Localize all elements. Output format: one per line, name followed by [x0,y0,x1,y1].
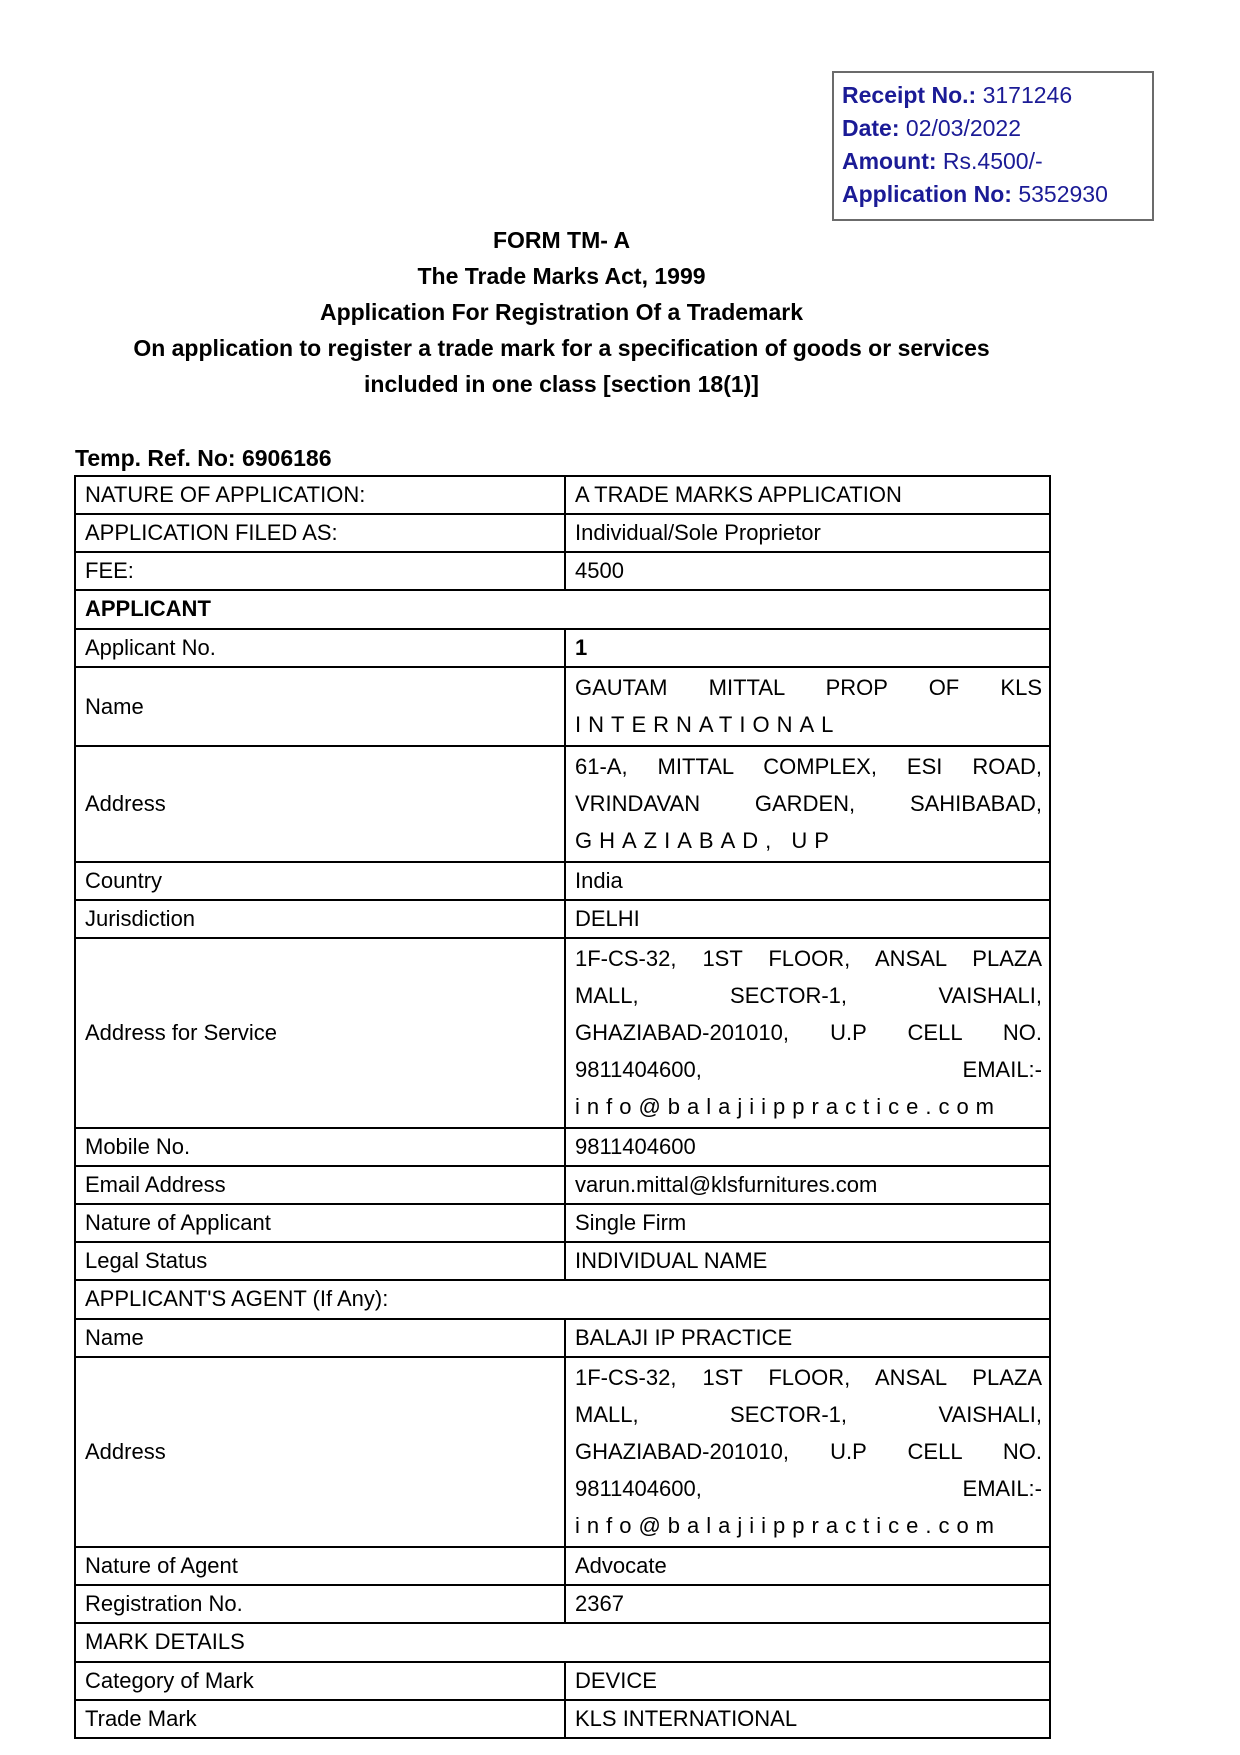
receipt-amount-label: Amount: [842,148,937,174]
table-row [75,476,1050,514]
table-row [75,746,1050,862]
section-header: APPLICANT'S AGENT (If Any): [75,1280,1050,1319]
table-row [75,1547,1050,1585]
field-label: Legal Status [75,1242,565,1280]
field-value [565,1700,1050,1738]
description-line-2: included in one class [section 18(1)] [364,371,759,397]
value-line: INDIVIDUAL NAME [575,1248,768,1273]
value-line: 9811404600 [575,1134,696,1159]
field-value [565,1585,1050,1623]
field-label: Registration No. [75,1585,565,1623]
field-label: Category of Mark [75,1662,565,1700]
table-row [75,938,1050,1128]
table-row [75,1319,1050,1357]
value-line: Advocate [575,1553,667,1578]
value-line: 4500 [575,558,624,583]
field-label: Email Address [75,1166,565,1204]
value-line: varun.mittal@klsfurnitures.com [575,1172,878,1197]
value-line: GHAZIABAD-201010, U.P CELL NO. [575,1020,1042,1045]
field-value [565,1547,1050,1585]
value-line: GAUTAM MITTAL PROP OF KLS [575,675,1042,700]
table-row [75,629,1050,667]
value-line: 61-A, MITTAL COMPLEX, ESI ROAD, [575,754,1042,779]
field-label: NATURE OF APPLICATION: [75,476,565,514]
field-value [565,476,1050,514]
table-row [75,552,1050,590]
receipt-line [842,112,1144,145]
description-line-1: On application to register a trade mark for a specification of goods or services [133,335,990,361]
application-number-label: Application No: [842,181,1012,207]
receipt-number-label: Receipt No.: [842,82,977,108]
value-line: INTERNATIONAL [575,712,841,737]
value-line: 9811404600, EMAIL:- [575,1057,1042,1082]
field-label: Address for Service [75,938,565,1128]
field-label: Address [75,746,565,862]
receipt-amount-value: Rs.4500/- [942,148,1043,174]
value-line: GHAZIABAD, UP [575,828,836,853]
form-number-title: FORM TM- A [492,227,631,253]
value-line: 1 [575,635,588,660]
table-row [75,1128,1050,1166]
value-line: India [575,868,623,893]
receipt-line [842,145,1144,178]
value-line: 9811404600, EMAIL:- [575,1476,1042,1501]
field-label: Trade Mark [75,1700,565,1738]
section-row [75,1280,1050,1319]
table-row [75,667,1050,746]
value-line: MALL, SECTOR-1, VAISHALI, [575,983,1042,1008]
field-value [565,667,1050,746]
act-title: The Trade Marks Act, 1999 [417,263,706,289]
table-row [75,1585,1050,1623]
field-value [565,1128,1050,1166]
table-row [75,900,1050,938]
table-row [75,1357,1050,1547]
field-value [565,746,1050,862]
table-row [75,1700,1050,1738]
field-label: Address [75,1357,565,1547]
field-value [565,1319,1050,1357]
table-row [75,1204,1050,1242]
section-header: APPLICANT [75,590,1050,629]
title-block [74,222,1049,402]
field-label: Applicant No. [75,629,565,667]
receipt-box [832,71,1154,221]
receipt-line [842,79,1144,112]
field-label: Name [75,1319,565,1357]
application-table-body [75,476,1050,1738]
section-row [75,590,1050,629]
value-line: 1F-CS-32, 1ST FLOOR, ANSAL PLAZA [575,946,1042,971]
field-label: Mobile No. [75,1128,565,1166]
field-value [565,938,1050,1128]
application-table [74,475,1051,1739]
value-line: 1F-CS-32, 1ST FLOOR, ANSAL PLAZA [575,1365,1042,1390]
receipt-number-value: 3171246 [982,82,1073,108]
field-label: Name [75,667,565,746]
section-header: MARK DETAILS [75,1623,1050,1662]
temp-ref-label: Temp. Ref. No: [75,445,236,471]
value-line: MALL, SECTOR-1, VAISHALI, [575,1402,1042,1427]
receipt-line [842,178,1144,211]
value-line: info@balajiippractice.com [575,1094,1002,1119]
temp-ref-value: 6906186 [241,445,332,471]
value-line: info@balajiippractice.com [575,1513,1002,1538]
field-value [565,862,1050,900]
field-value [565,1166,1050,1204]
value-line: BALAJI IP PRACTICE [575,1325,793,1350]
value-line: VRINDAVAN GARDEN, SAHIBABAD, [575,791,1042,816]
field-label: Country [75,862,565,900]
section-row [75,1623,1050,1662]
field-value [565,552,1050,590]
value-line: GHAZIABAD-201010, U.P CELL NO. [575,1439,1042,1464]
field-value [565,629,1050,667]
field-value [565,1242,1050,1280]
value-line: DELHI [575,906,640,931]
field-value [565,514,1050,552]
receipt-date-value: 02/03/2022 [905,115,1022,141]
application-title: Application For Registration Of a Trademark [319,299,804,325]
value-line: KLS INTERNATIONAL [575,1706,798,1731]
temp-ref [75,444,332,472]
table-row [75,1166,1050,1204]
field-label: Nature of Agent [75,1547,565,1585]
field-label: APPLICATION FILED AS: [75,514,565,552]
field-value [565,1204,1050,1242]
table-row [75,1242,1050,1280]
value-line: A TRADE MARKS APPLICATION [575,482,902,507]
field-label: Nature of Applicant [75,1204,565,1242]
value-line: 2367 [575,1591,624,1616]
value-line: Individual/Sole Proprietor [575,520,821,545]
table-row [75,1662,1050,1700]
field-value [565,1357,1050,1547]
application-number-value: 5352930 [1018,181,1108,207]
table-row [75,514,1050,552]
field-value [565,1662,1050,1700]
field-value [565,900,1050,938]
field-label: FEE: [75,552,565,590]
receipt-date-label: Date: [842,115,900,141]
field-label: Jurisdiction [75,900,565,938]
value-line: Single Firm [575,1210,687,1235]
table-row [75,862,1050,900]
value-line: DEVICE [575,1668,657,1693]
